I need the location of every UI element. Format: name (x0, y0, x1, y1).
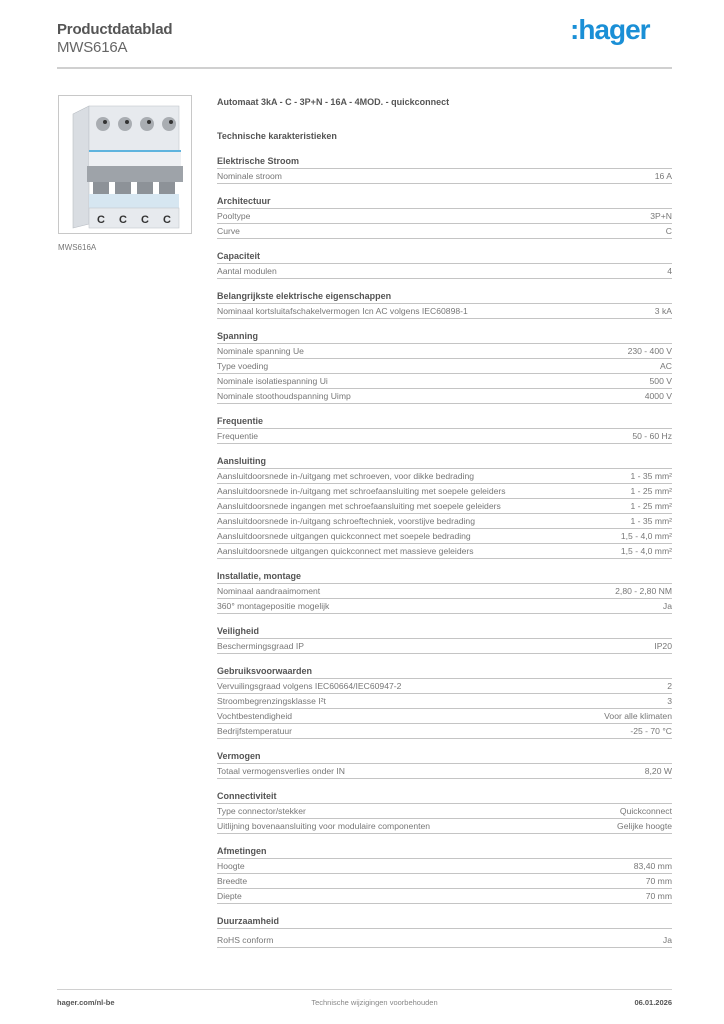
spec-row (217, 599, 672, 614)
spec-value: 4 (667, 266, 672, 276)
spec-label: Beschermingsgraad IP (217, 641, 304, 651)
spec-label: Diepte (217, 891, 242, 901)
spec-value: 1 - 35 mm² (630, 471, 672, 481)
spec-row (217, 359, 672, 374)
section-title: Belangrijkste elektrische eigenschappen (217, 290, 672, 304)
spec-value: 3P+N (650, 211, 672, 221)
spec-label: Vervuilingsgraad volgens IEC60664/IEC60947-2 (217, 681, 402, 691)
spec-label: Curve (217, 226, 240, 236)
spec-label: Frequentie (217, 431, 259, 441)
spec-row (217, 544, 672, 559)
spec-label: Nominale spanning Ue (217, 346, 304, 356)
spec-value: 500 V (649, 376, 672, 386)
svg-text:C: C (141, 214, 149, 226)
spec-section (217, 415, 672, 444)
spec-value: 70 mm (645, 876, 672, 886)
spec-row (217, 389, 672, 404)
svg-text:C: C (97, 214, 105, 226)
spec-row (217, 374, 672, 389)
spec-value: Ja (662, 601, 672, 611)
spec-row (217, 819, 672, 834)
footer-divider (57, 989, 672, 990)
spec-label: Nominale stoothoudspanning Uimp (217, 391, 351, 401)
spec-row (217, 169, 672, 184)
spec-section (217, 665, 672, 739)
product-name: Automaat 3kA - C - 3P+N - 16A - 4MOD. - quickconnect (217, 97, 450, 107)
spec-section (217, 195, 672, 239)
spec-section (217, 845, 672, 904)
spec-row (217, 514, 672, 529)
spec-row (217, 639, 672, 654)
spec-section (217, 750, 672, 779)
spec-row (217, 344, 672, 359)
spec-row (217, 429, 672, 444)
spec-value: 1,5 - 4,0 mm² (620, 531, 672, 541)
spec-value: 3 (667, 696, 672, 706)
spec-section (217, 290, 672, 319)
circuit-breaker-illustration (59, 96, 191, 233)
spec-label: Aansluitdoorsnede ingangen met schroefaansluiting met soepele geleiders (217, 501, 501, 511)
section-title: Veiligheid (217, 625, 672, 639)
spec-label: Nominale isolatiespanning Ui (217, 376, 328, 386)
spec-label: Pooltype (217, 211, 251, 221)
spec-label: Aansluitdoorsnede in-/uitgang met schroeven, voor dikke bedrading (217, 471, 475, 481)
section-title: Frequentie (217, 415, 672, 429)
spec-value: Quickconnect (619, 806, 672, 816)
spec-value: 4000 V (644, 391, 672, 401)
spec-section (217, 570, 672, 614)
document-footer (57, 998, 672, 1007)
section-title: Afmetingen (217, 845, 672, 859)
spec-value: 1 - 35 mm² (630, 516, 672, 526)
spec-value: 8,20 W (644, 766, 672, 776)
section-title: Gebruiksvoorwaarden (217, 665, 672, 679)
spec-content (217, 95, 672, 948)
svg-text:C: C (163, 214, 171, 226)
spec-row (217, 889, 672, 904)
header-divider (57, 67, 672, 69)
spec-value: 2,80 - 2,80 NM (615, 586, 672, 596)
spec-row (217, 499, 672, 514)
spec-row (217, 859, 672, 874)
spec-label: Nominaal aandraaimoment (217, 586, 321, 596)
spec-label: Nominaal kortsluitafschakelvermogen Icn AC volgens IEC60898-1 (217, 306, 468, 316)
spec-row (217, 874, 672, 889)
spec-row (217, 804, 672, 819)
spec-section (217, 625, 672, 654)
spec-section (217, 330, 672, 404)
spec-row (217, 529, 672, 544)
spec-label: Stroombegrenzingsklasse I²t (217, 696, 326, 706)
spec-label: Aansluitdoorsnede in-/uitgang schroeftechniek, voorstijve bedrading (217, 516, 475, 526)
spec-value: 1 - 25 mm² (630, 486, 672, 496)
hager-logo: :hager (570, 14, 650, 45)
spec-row (217, 264, 672, 279)
spec-value: 83,40 mm (633, 861, 672, 871)
spec-value: Voor alle klimaten (604, 711, 672, 721)
spec-label: Uitlijning bovenaansluiting voor modulaire componenten (217, 821, 431, 831)
spec-label: Type connector/stekker (217, 806, 306, 816)
document-header (57, 21, 172, 57)
spec-row (217, 933, 672, 948)
section-title: Capaciteit (217, 250, 672, 264)
spec-label: Breedte (217, 876, 248, 886)
spec-value: AC (660, 361, 672, 371)
spec-label: Totaal vermogensverlies onder IN (217, 766, 346, 776)
spec-value: -25 - 70 °C (630, 726, 672, 736)
spec-label: Nominale stroom (217, 171, 282, 181)
spec-label: Hoogte (217, 861, 245, 871)
spec-label: Aantal modulen (217, 266, 277, 276)
spec-row (217, 764, 672, 779)
spec-value: 1,5 - 4,0 mm² (620, 546, 672, 556)
spec-label: Vochtbestendigheid (217, 711, 293, 721)
spec-value: IP20 (654, 641, 672, 651)
spec-label: Aansluitdoorsnede uitgangen quickconnect met massieve geleiders (217, 546, 474, 556)
spec-row (217, 709, 672, 724)
spec-value: Gelijke hoogte (617, 821, 672, 831)
section-title: Installatie, montage (217, 570, 672, 584)
spec-value: 70 mm (645, 891, 672, 901)
spec-row (217, 469, 672, 484)
spec-value: 50 - 60 Hz (632, 431, 672, 441)
spec-value: 1 - 25 mm² (630, 501, 672, 511)
document-title: Productdatablad (57, 21, 173, 38)
spec-label: Aansluitdoorsnede in-/uitgang met schroefaansluiting met soepele geleiders (217, 486, 506, 496)
spec-row (217, 209, 672, 224)
spec-value: 2 (667, 681, 672, 691)
footer-website-link[interactable]: hager.com/nl-be (57, 998, 115, 1007)
spec-row (217, 224, 672, 239)
tech-characteristics-title: Technische karakteristieken (217, 131, 337, 141)
footer-disclaimer: Technische wijzigingen voorbehouden (311, 998, 438, 1007)
spec-row (217, 584, 672, 599)
svg-text:C: C (119, 214, 127, 226)
spec-label: RoHS conform (217, 935, 274, 945)
spec-section (217, 155, 672, 184)
spec-value: Ja (662, 935, 672, 945)
spec-label: Aansluitdoorsnede uitgangen quickconnect met soepele bedrading (217, 531, 471, 541)
spec-label: Type voeding (217, 361, 269, 371)
spec-section (217, 790, 672, 834)
spec-row (217, 484, 672, 499)
spec-section (217, 250, 672, 279)
image-caption: MWS616A (58, 243, 97, 252)
section-title: Architectuur (217, 195, 672, 209)
spec-value: C (665, 226, 672, 236)
spec-row (217, 679, 672, 694)
section-title: Elektrische Stroom (217, 155, 672, 169)
spec-value: 16 A (654, 171, 672, 181)
spec-sections (217, 155, 672, 948)
spec-row (217, 694, 672, 709)
spec-label: Bedrijfstemperatuur (217, 726, 292, 736)
product-image (58, 95, 192, 234)
spec-row (217, 724, 672, 739)
spec-section (217, 455, 672, 559)
spec-section (217, 915, 672, 948)
section-title: Vermogen (217, 750, 672, 764)
section-title: Duurzaamheid (217, 915, 672, 929)
section-title: Connectiviteit (217, 790, 672, 804)
section-title: Aansluiting (217, 455, 672, 469)
spec-label: 360° montagepositie mogelijk (217, 601, 330, 611)
spec-value: 230 - 400 V (627, 346, 672, 356)
spec-value: 3 kA (654, 306, 672, 316)
spec-row (217, 304, 672, 319)
product-code: MWS616A (57, 39, 128, 56)
section-title: Spanning (217, 330, 672, 344)
footer-date: 06.01.2026 (634, 998, 672, 1007)
